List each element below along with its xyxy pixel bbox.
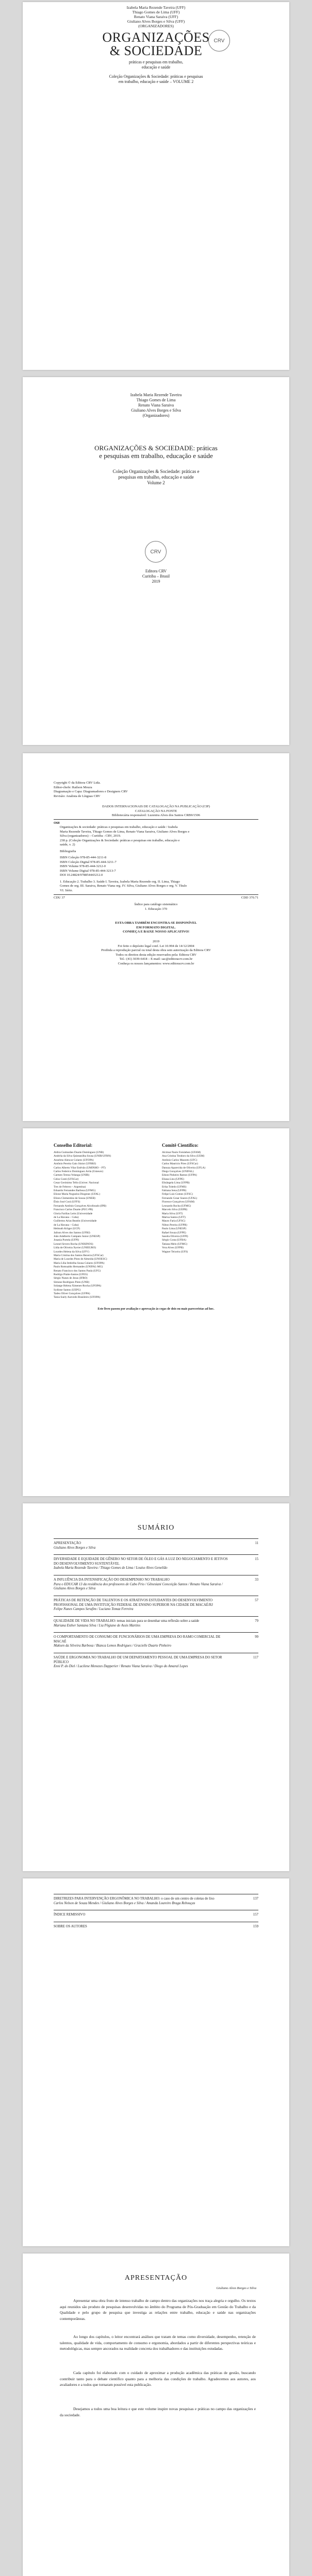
publisher-line: 2019 bbox=[152, 579, 160, 584]
council-member: Celso Conti (UFSCar) bbox=[54, 1177, 79, 1181]
isbn-line: ISBN Coleção 978-85-444-3211-8 bbox=[60, 856, 107, 859]
council-member: João Adalberto Campato Junior (UNESP) bbox=[54, 1234, 101, 1238]
council-member: Sydione Santos (UEPG) bbox=[54, 1288, 81, 1292]
credit-line: Revisão: Analista de Línguas CRV bbox=[54, 794, 101, 798]
index-line: 1. Educação 370 bbox=[144, 907, 168, 911]
legal-line: Todos os direitos desta edição reservados pela: Editora CRV bbox=[116, 953, 196, 957]
collection-line: Volume 2 bbox=[147, 480, 165, 485]
cover-collection bbox=[23, 74, 289, 84]
council-member: Solange Helena Ximenes-Rocha (UFOPA) bbox=[54, 1284, 102, 1288]
divider bbox=[54, 819, 258, 820]
editorial-council-heading: Conselho Editorial: bbox=[54, 1143, 93, 1148]
toc-entry-author: Giuliano Alves Borges e Silva bbox=[54, 1546, 96, 1550]
cip-body-line: 238 p. (Coleção Organizações & Sociedade: práticas e pesquisas em trabalho, educação e bbox=[60, 838, 180, 842]
notice-line: ESTA OBRA TAMBÉM ENCONTRA-SE DISPONÍVEL bbox=[115, 921, 197, 925]
toc-entry[interactable] bbox=[54, 1578, 258, 1591]
council-member: Florence Gonçalves (UFAM) bbox=[162, 1200, 195, 1204]
subject-line: Gomes de org. III. Saraiva, Renato Viana org. IV. Silva, Giuliano Alves Borges e org. V. Título bbox=[60, 884, 187, 888]
council-member: Marisa Santos (UFT) bbox=[162, 1215, 186, 1219]
cip-body-line: saúde, v. 2) bbox=[60, 843, 75, 846]
toc-entry-title: SAÚDE E ERGONOMIA NO TRABALHO DE UM DEPARTAMENTO PESSOAL DE UMA EMPRESA DO SETOR PÚBLICO bbox=[54, 1656, 222, 1664]
title-page-publisher bbox=[23, 569, 289, 584]
council-member: Alcimar Paulo Freisleben (UFAM) bbox=[162, 1151, 201, 1154]
toc-entry-title: A INFLUÊNCIA DA INTENSIFICAÇÃO DO DESEMPENHO NO TRABALHO bbox=[54, 1578, 170, 1582]
title-page-names bbox=[23, 393, 289, 418]
legal-line: 2019 bbox=[153, 940, 159, 943]
scientific-committee-list bbox=[162, 1151, 265, 1254]
logo-text: CRV bbox=[214, 38, 225, 44]
copyright-credits bbox=[54, 781, 208, 799]
logo-text: CRV bbox=[150, 549, 161, 555]
toc-divider bbox=[54, 1632, 258, 1633]
toc-heading: SUMÁRIO bbox=[137, 1524, 175, 1532]
cdu-code: CDU 37 bbox=[54, 896, 65, 900]
council-member: Edson Pinheiro Ramos (UFPA) bbox=[162, 1174, 197, 1177]
council-member: Andréia da Silva Quintanilha Sousa (UNIR/UFRN) bbox=[54, 1155, 111, 1158]
council-member: Felipe Luiz Gomes (UFSC) bbox=[162, 1193, 193, 1196]
divider bbox=[54, 894, 258, 895]
notice-line: CONHEÇA E BAIXE NOSSO APLICATIVO! bbox=[122, 930, 190, 934]
council-member: Erika Toledo (UFMS) bbox=[162, 1185, 187, 1189]
credit-line: Diagramação e Capa: Diagramadores e Designers CRV bbox=[54, 790, 128, 793]
cip-body-line: Organizações & sociedade: práticas e pesquisas em trabalho, educação e saúde / Izabela bbox=[60, 825, 178, 829]
toc-entry-title: APRESENTAÇÃO bbox=[54, 1541, 81, 1545]
cover-author: Izabela Maria Rezende Taveira (UFF) bbox=[126, 5, 186, 10]
council-member: Leonel Severo Rocha (UNISINOS) bbox=[54, 1242, 93, 1246]
cover-author: Thiago Gomes de Lima (UFF) bbox=[132, 10, 180, 14]
organizer-name: Thiago Gomes de Lima bbox=[136, 398, 176, 402]
toc-entry-title: DIRETRIZES PARA INTERVENÇÃO ERGONÔMICA NO TRABALHO: o caso de um centro de coletas de lixo bbox=[54, 1897, 215, 1901]
council-member: Paulo Lima (UNESP) bbox=[162, 1227, 187, 1231]
council-member: Mauro Faria (UFSC) bbox=[162, 1219, 186, 1223]
toc-divider bbox=[54, 1538, 258, 1539]
toc-entry-title: PRÁTICAS DE RETENÇÃO DE TALENTOS E OS ATRATIVOS ESTUDANTES DO DESENVOLVIMENTO PROFISSIONAL DE UMA INSTITUIÇÃO FEDERAL DE ENSINO SUPERIOR NA CIDADE DE MACAÉ/RJ bbox=[54, 1599, 213, 1607]
toc-entry-title: SOBRE OS AUTORES bbox=[54, 1925, 87, 1928]
cip-body bbox=[60, 825, 256, 893]
isbn-line: ISBN Volume 978-85-444-3212-0 bbox=[60, 865, 106, 868]
toc-entry-author: Maksen da Silveira Barbosa / Bianca Lemos Rodrigues / Gracielle Duarte Pinheiro bbox=[54, 1644, 171, 1648]
council-member: Francisco Carlos Duarte (PUC-PR) bbox=[54, 1208, 93, 1212]
council-member: Simone Rodrigues Pinto (UNB) bbox=[54, 1280, 90, 1284]
council-member: Carlos Alberto Vilar Estêvão (UMINHO – PT) bbox=[54, 1166, 106, 1170]
digital-notice bbox=[54, 921, 258, 935]
council-member: Fernando Antônio Gonçalves Alcoforado (IPB) bbox=[54, 1204, 107, 1208]
council-member: Renato Francisco dos Santos Paula (UFG) bbox=[54, 1269, 101, 1273]
council-member: Carlos Federico Dominguez Avila (Unieuro) bbox=[54, 1170, 104, 1174]
toc-entry-author: Enni P. do Diel / Lucilene Menezes Dapperier / Renato Viana Saraiva / Diego do Amaral Lopes bbox=[54, 1665, 188, 1669]
council-member: Sandra Oliveira (UFPI) bbox=[162, 1234, 188, 1238]
council-member: Wagner Teixeira (UFS) bbox=[162, 1250, 188, 1253]
council-member: Anselmo Alencar Colares (UFOPA) bbox=[54, 1158, 94, 1162]
council-member: Maria Lília Imbiriba Sousa Colares (UFOPA) bbox=[54, 1261, 105, 1265]
credit-line: Copyright © da Editora CRV Ltda. bbox=[54, 781, 101, 785]
editorial-council-list bbox=[54, 1151, 157, 1300]
toc-entry[interactable] bbox=[54, 1656, 258, 1669]
toc-entry-page: 159 bbox=[253, 1925, 258, 1928]
council-member: Rodrigo Pratte-Santos (UFES) bbox=[54, 1273, 88, 1276]
cover-author: Renato Viana Saraiva (UFF) bbox=[134, 14, 178, 19]
presentation-paragraph: Apresentar uma obra fruto de intenso trabalho de campo dentro das organizações nos traça alegria e orgulho. Os textos aqui reunidos são produto de pesquisas desenvolvidas no âmbito do Programa de Pós-Graduação em Gestão do Trabalho e da Qualidade e pelo grupo de pesquisa que investiga as relações entre trabalho, educação e saúde nas organizações contemporâneas. bbox=[60, 2298, 256, 2321]
toc-entry-author: Felipe Nunes Campos Serafim / Luciano Tomaz Ferreira bbox=[54, 1607, 134, 1612]
council-member: Helmuth Krüger (UCP) bbox=[54, 1227, 80, 1231]
council-member: Sérgio Costa (UFBA) bbox=[162, 1239, 186, 1242]
cip-heading-line: DADOS INTERNACIONAIS DE CATALOGAÇÃO NA PUBLICAÇÃO (CIP) bbox=[102, 805, 210, 808]
copyright-page bbox=[23, 753, 289, 1121]
council-member: Aldira Guimarães Duarte Domínguez (UNB) bbox=[54, 1151, 104, 1154]
council-member: Vera Alves (UFPB) bbox=[162, 1246, 184, 1250]
presentation-heading: APRESENTAÇÃO bbox=[124, 2274, 188, 2282]
council-member: Danuza Aparecida de Oliveira (UFLA) bbox=[162, 1166, 206, 1170]
cover-author: (ORGANIZADORES) bbox=[138, 24, 174, 28]
toc-entry-author: Para o EDUCAR 13 da residência dos professores de Cabo Frio / Gênesiani Conceição Santos / Renato Viana Saraiva / Giuliano Alves Borges e Silva bbox=[54, 1582, 223, 1591]
credit-line: Editor-chefe: Railson Moura bbox=[54, 785, 92, 789]
title-line: ORGANIZAÇÕES & SOCIEDADE: práticas bbox=[94, 444, 218, 452]
publisher-line: Editora CRV bbox=[145, 569, 167, 573]
subject-list bbox=[60, 880, 256, 893]
title-page-title bbox=[23, 444, 289, 460]
title-page bbox=[23, 377, 289, 745]
title-line: e pesquisas em trabalho, educação e saúde bbox=[99, 452, 213, 460]
cip-heading bbox=[54, 805, 258, 818]
notice-line: EM FORMATO DIGITAL. bbox=[136, 925, 176, 929]
presentation-paragraph: Cada capítulo foi elaborado com o cuidado de aproximar a produção acadêmica das práticas de gestão, buscando contribuir tanto para o debate científico quanto para a melhoria das condições de trabalho. Agradecemos aos autores, aos avaliadores e a todos que tornaram possível esta publicação. bbox=[60, 2370, 256, 2387]
council-member: Lídia de Oliveira Xavier (UNIEURO) bbox=[54, 1246, 96, 1250]
council-member: Tania Suely Azevedo Brasileiro (UFOPA) bbox=[54, 1296, 101, 1299]
title-page-collection bbox=[23, 469, 289, 486]
toc-entry[interactable] bbox=[54, 1619, 258, 1628]
toc-entry-page: 99 bbox=[255, 1635, 258, 1639]
toc-divider bbox=[54, 1554, 258, 1555]
legal-line: Tel.: (41) 3039-6418 – E-mail: sac@editoracrv.com.br bbox=[119, 957, 193, 961]
toc-entry-page: 57 bbox=[255, 1599, 258, 1602]
scientific-committee-heading: Comitê Científico: bbox=[162, 1143, 199, 1148]
cip-body-line: Maria Rezende Taveira, Thiago Gomes de Lima, Renato Viana Saraiva, Giuliano Alves Borges e bbox=[60, 829, 190, 834]
toc-entry-author: Izabela Maria Rezende Taveira / Thiago Gomes de Lima / Louise Alves Genelião bbox=[54, 1566, 168, 1570]
toc-entry-title: DIVERSIDADE E EQUIDADE DE GÊNERO NO SETOR DE ÓLEO E GÁS A LUZ DO NEGOCIAMENTO E JETIVOS DO DESENVOLVIMENTO SUSTENTÁVEL bbox=[54, 1557, 228, 1566]
organizer-name: Renato Viana Saraiva bbox=[138, 403, 174, 408]
cover-subtitle bbox=[23, 60, 289, 70]
presentation-page bbox=[23, 2253, 289, 2576]
council-member: Marcelo Silva (UEPB) bbox=[162, 1208, 188, 1212]
peer-review-note: Este livro passou por avaliação e aprovação às cegas de dois ou mais pareceristas ad hoc. bbox=[97, 1308, 215, 1311]
council-member: Élsio José Corá (UFFS) bbox=[54, 1200, 80, 1204]
legal-line: Conheça os nossos lançamentos: www.editoracrv.com.br bbox=[118, 961, 194, 965]
council-member: Guillermo Arias Beatón (Universidade bbox=[54, 1219, 97, 1223]
collection-line: Coleção Organizações & Sociedade: práticas e bbox=[112, 469, 200, 474]
council-member: Ana Cristina Teodoro da Silva (UEM) bbox=[162, 1155, 205, 1158]
toc-entry[interactable] bbox=[54, 1557, 258, 1571]
council-member: Lourdes Helena da Silva (UFV) bbox=[54, 1250, 89, 1253]
council-member: Maria de Lourdes Pinto de Almeida (UNOESC) bbox=[54, 1258, 107, 1261]
cover-title-line: ORGANIZAÇÕES bbox=[102, 30, 210, 45]
toc-entry[interactable] bbox=[54, 1897, 258, 1906]
toc-entry[interactable] bbox=[54, 1541, 258, 1550]
cip-code: O68 bbox=[54, 821, 60, 825]
cover-subtitle-line: educação e saúde bbox=[141, 65, 171, 70]
presentation-byline: Giuliano Alves Borges e Silva bbox=[216, 2286, 256, 2290]
cover-title bbox=[23, 31, 289, 58]
organizer-name: (Organizadores) bbox=[142, 413, 170, 418]
index-line: Índice para catálogo sistemático bbox=[134, 903, 178, 906]
cip-body-line: Silva (organizadores) – Curitiba : CRV, 2019. bbox=[60, 834, 121, 838]
cover-title-line: & SOCIEDADE bbox=[109, 43, 203, 58]
cover-author: Giuliano Alves Borges e Silva (UFF) bbox=[127, 19, 185, 24]
councils-page bbox=[23, 1128, 289, 1496]
council-member: Elizeu Clementino de Souza (UNEB) bbox=[54, 1196, 95, 1200]
catalog-index bbox=[54, 903, 258, 911]
council-member: Maria Cristina dos Santos Bezerra (UFSCar) bbox=[54, 1253, 104, 1257]
legal-line: Foi feito o depósito legal conf. Lei 10.994 de 14/12/2004 bbox=[118, 944, 194, 948]
council-member: de La Havana – Cuba) bbox=[54, 1215, 79, 1219]
toc-page-continued bbox=[23, 1878, 289, 2246]
council-member: Elisângela Lima (UFPB) bbox=[162, 1181, 190, 1185]
council-member: Carmen Tereza Velanga (UNIR) bbox=[54, 1174, 90, 1177]
toc-entry[interactable] bbox=[54, 1925, 258, 1929]
presentation-paragraph: Desejamos a todos uma boa leitura e que este volume inspire novas pesquisas e práticas no campo das organizações e da sociedade. bbox=[60, 2406, 256, 2417]
council-member: Antônio Pereira Gaio Júnior (UFRRJ) bbox=[54, 1162, 96, 1166]
toc-divider bbox=[54, 1616, 258, 1617]
council-member: Cesar Gerónimo Tello (Univer. Nacional bbox=[54, 1181, 99, 1185]
council-member: Rafael Souza (UFPE) bbox=[162, 1231, 186, 1234]
toc-entry[interactable] bbox=[54, 1913, 258, 1918]
isbn-list bbox=[60, 856, 256, 878]
council-member: Gloria Fariñas León (Universidade bbox=[54, 1212, 93, 1215]
council-member: Paulo Romualdo Hernandes (UNIFAL-MG) bbox=[54, 1265, 103, 1269]
publisher-line: Curitiba – Brasil bbox=[142, 574, 170, 579]
toc-entry-page: 15 bbox=[255, 1557, 258, 1561]
crv-logo-icon bbox=[208, 30, 230, 52]
collection-line: pesquisas em trabalho, educação e saúde bbox=[118, 474, 194, 480]
toc-entry-title: O COMPORTAMENTO DE CONSUMO DE FUNCIONÁRIOS DE UMA EMPRESA DO RAMO COMERCIAL DE MACAÉ bbox=[54, 1635, 221, 1643]
council-member: Leonardo Rocha (UFMG) bbox=[162, 1204, 191, 1208]
council-member: Elione Maria Nogueira Diogenes (UFAL) bbox=[54, 1193, 101, 1196]
organizer-name: Giuliano Alves Borges e Silva bbox=[131, 408, 181, 413]
council-member: Nilton Pereira (UFPR) bbox=[162, 1223, 187, 1227]
council-member: Sérgio Nunes de Jesus (IFRO) bbox=[54, 1277, 88, 1280]
toc-entry-author: Mariana Esther Santana Silva / Lia Pôgiane de Assis Martins bbox=[54, 1623, 141, 1628]
organizer-name: Izabela Maria Rezende Taveira bbox=[130, 393, 182, 397]
presentation-paragraph: Ao longo dos capítulos, o leitor encontrará análises que tratam de temas como diversidade, desempenho, retenção de talentos, qualidade de vida, comportamento de consumo e ergonomia, abordados a partir de diferentes perspectivas teóricas e metodológicas, mas sempre ancorados na realidade concreta dos trabalhadores e das instituições estudadas. bbox=[60, 2334, 256, 2351]
toc-entry-title: ÍNDICE REMISSIVO bbox=[54, 1913, 86, 1917]
toc-entry-page: 11 bbox=[255, 1541, 258, 1545]
cover-page bbox=[23, 2, 289, 370]
council-member: Carlos Mauricio Pires (UFSCar) bbox=[162, 1162, 198, 1166]
toc-entry[interactable] bbox=[54, 1599, 258, 1612]
council-member: Diego Gonçalves (UNIFAL) bbox=[162, 1170, 194, 1174]
toc-entry-page: 79 bbox=[255, 1619, 258, 1623]
isbn-line: DOI 10.24824/978854443212.0 bbox=[60, 873, 103, 877]
council-member: Tatiana Melo (UFMG) bbox=[162, 1242, 188, 1246]
toc-entry-author: Carlos Nelson de Souza Mendes / Giuliano Alves Borges e Silva / Amanda Loureiro Braga Rebouças bbox=[54, 1901, 195, 1905]
crv-logo-icon bbox=[145, 541, 167, 563]
toc-entry[interactable] bbox=[54, 1635, 258, 1649]
subject-line: VI. Série. bbox=[60, 888, 73, 892]
cip-heading-line: CATALOGAÇÃO NA FONTE bbox=[135, 809, 177, 813]
council-member: Eliana Lins (UFPE) bbox=[162, 1177, 184, 1181]
council-member: Maria Silva (UFT) bbox=[162, 1212, 183, 1215]
legal-line: Proibida a reprodução parcial ou total desta obra sem autorização da Editora CRV bbox=[101, 948, 211, 952]
isbn-line: ISBN Coleção Digital 978-85-444-3211-7 bbox=[60, 860, 117, 864]
council-member: Jailson Alves dos Santos (UFRJ) bbox=[54, 1231, 90, 1234]
isbn-line: ISBN Volume Digital 978-85-444-3213-7 bbox=[60, 869, 116, 873]
council-member: Eduardo Fernandes Barbosa (UFMG) bbox=[54, 1189, 96, 1193]
cover-collection-line: Coleção Organizações & Sociedade: práticas e pesquisas bbox=[109, 74, 203, 79]
cip-librarian: Bibliotecária responsável: Luzenira Alves dos Santos CRB9/1506 bbox=[111, 814, 201, 817]
council-member: Tadeu Oliver Gonçalves (UFPA) bbox=[54, 1292, 90, 1296]
cdd-code: CDD 370.71 bbox=[241, 896, 258, 900]
cover-subtitle-line: práticas e pesquisas em trabalho, bbox=[128, 60, 184, 64]
subject-line: 1. Educação 2. Trabalho 3. Saúde I. Taveira, Izabela Maria Rezende org. II. Lima, Thiago bbox=[60, 879, 180, 884]
toc-entry-page: 157 bbox=[253, 1913, 258, 1917]
council-member: de La Havana – Cuba) bbox=[54, 1223, 79, 1227]
toc-entry-title: QUALIDADE DE VIDA NO TRABALHO: temas iniciais para se desenhar uma reflexão sobre a saúde bbox=[54, 1619, 200, 1623]
toc-entry-page: 117 bbox=[253, 1656, 258, 1659]
council-member: Tres de Febrero – Argentina) bbox=[54, 1185, 86, 1189]
bibliography-label: Bibliografia bbox=[60, 849, 76, 853]
cover-authors bbox=[23, 5, 289, 28]
toc-page bbox=[23, 1503, 289, 1871]
council-member: Fernando Cesar Soares (UFAL) bbox=[162, 1196, 198, 1200]
cover-collection-line: em trabalho, educação e saúde – VOLUME 2 bbox=[118, 79, 194, 84]
toc-entry-page: 137 bbox=[253, 1897, 258, 1901]
legal-notice bbox=[54, 940, 258, 966]
council-member: Antônio Carlos Mazzeto (UFC) bbox=[162, 1158, 198, 1162]
toc-entry-page: 33 bbox=[255, 1578, 258, 1582]
council-member: Josania Portela (UFPI) bbox=[54, 1239, 79, 1242]
council-member: Fabiana Sena (UFPB) bbox=[162, 1189, 187, 1193]
